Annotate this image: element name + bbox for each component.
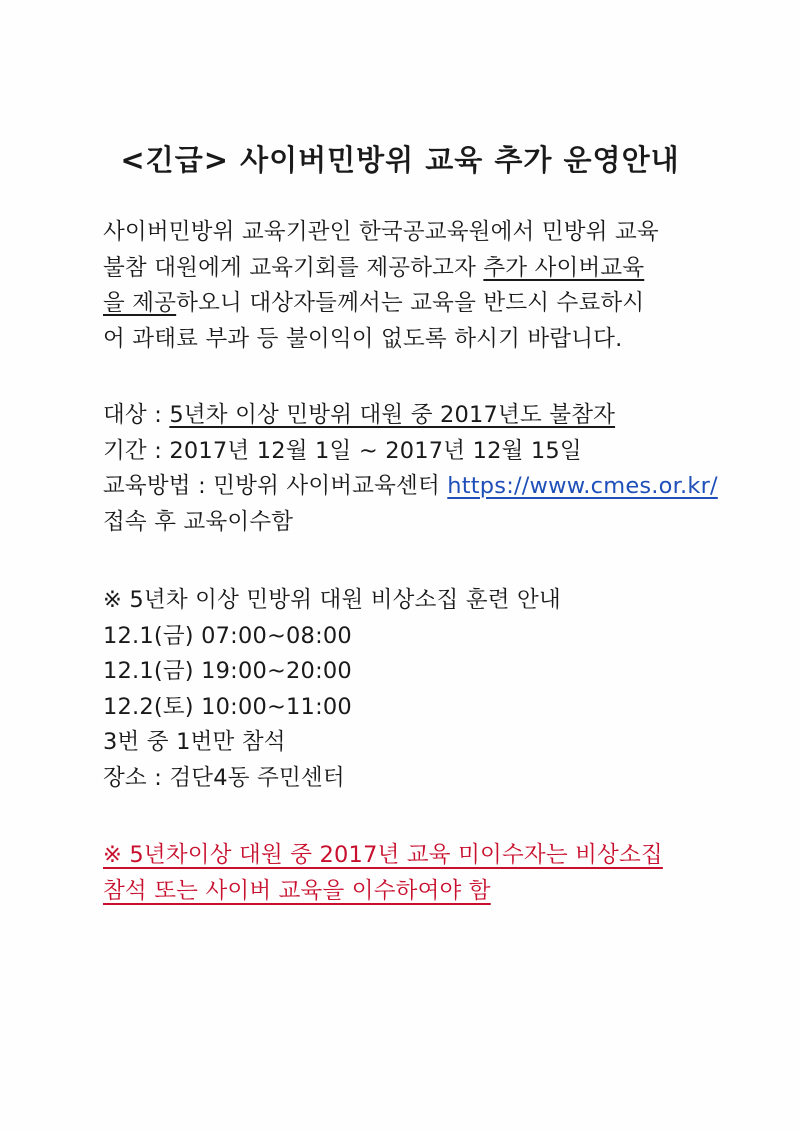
warning-line-2: 참석 또는 사이버 교육을 이수하여야 함 — [103, 877, 491, 904]
intro-line-4: 어 과태료 부과 등 불이익이 없도록 하시기 바랍니다. — [103, 325, 623, 352]
target-label: 대상 : — [103, 402, 170, 428]
drill-session-3: 12.2(토) 10:00~11:00 — [103, 693, 352, 720]
intro-highlight-provide: 을 제공 — [103, 290, 177, 316]
cmes-link[interactable]: https://www.cmes.or.kr/ — [447, 473, 718, 499]
drill-note: 3번 중 1번만 참석 — [103, 729, 286, 755]
method-label: 교육방법 : 민방위 사이버교육센터 — [103, 473, 448, 499]
drill-session-2: 12.1(금) 19:00~20:00 — [103, 658, 352, 684]
warning-notice — [103, 838, 703, 909]
method-tail: 접속 후 교육이수함 — [103, 508, 294, 535]
intro-line-2 — [103, 251, 703, 287]
intro-line-3-text: 하오니 대상자들께서는 교육을 반드시 수료하시 — [176, 290, 645, 316]
drill-section — [103, 583, 703, 796]
intro-line-3 — [103, 286, 703, 322]
intro-highlight-cyber-education: 추가 사이버교육 — [483, 254, 645, 281]
warning-line-1: ※ 5년차이상 대원 중 2017년 교육 미이수자는 비상소집 — [103, 842, 663, 868]
target-row — [103, 398, 703, 434]
intro-line-1: 사이버민방위 교육기관인 한국공교육원에서 민방위 교육 — [103, 219, 659, 245]
target-value: 5년차 이상 민방위 대원 중 2017년도 불참자 — [169, 402, 616, 428]
drill-session-1: 12.1(금) 07:00~08:00 — [103, 622, 352, 649]
intro-paragraph — [103, 215, 703, 357]
page-title: <긴급> 사이버민방위 교육 추가 운영안내 — [120, 143, 680, 177]
period-row: 기간 : 2017년 12월 1일 ~ 2017년 12월 15일 — [103, 437, 582, 464]
info-section — [103, 398, 718, 540]
intro-line-2-text: 불참 대원에게 교육기회를 제공하고자 — [103, 254, 484, 281]
method-row — [103, 469, 718, 505]
drill-place: 장소 : 검단4동 주민센터 — [103, 764, 345, 791]
drill-heading: ※ 5년차 이상 민방위 대원 비상소집 훈련 안내 — [103, 587, 561, 613]
